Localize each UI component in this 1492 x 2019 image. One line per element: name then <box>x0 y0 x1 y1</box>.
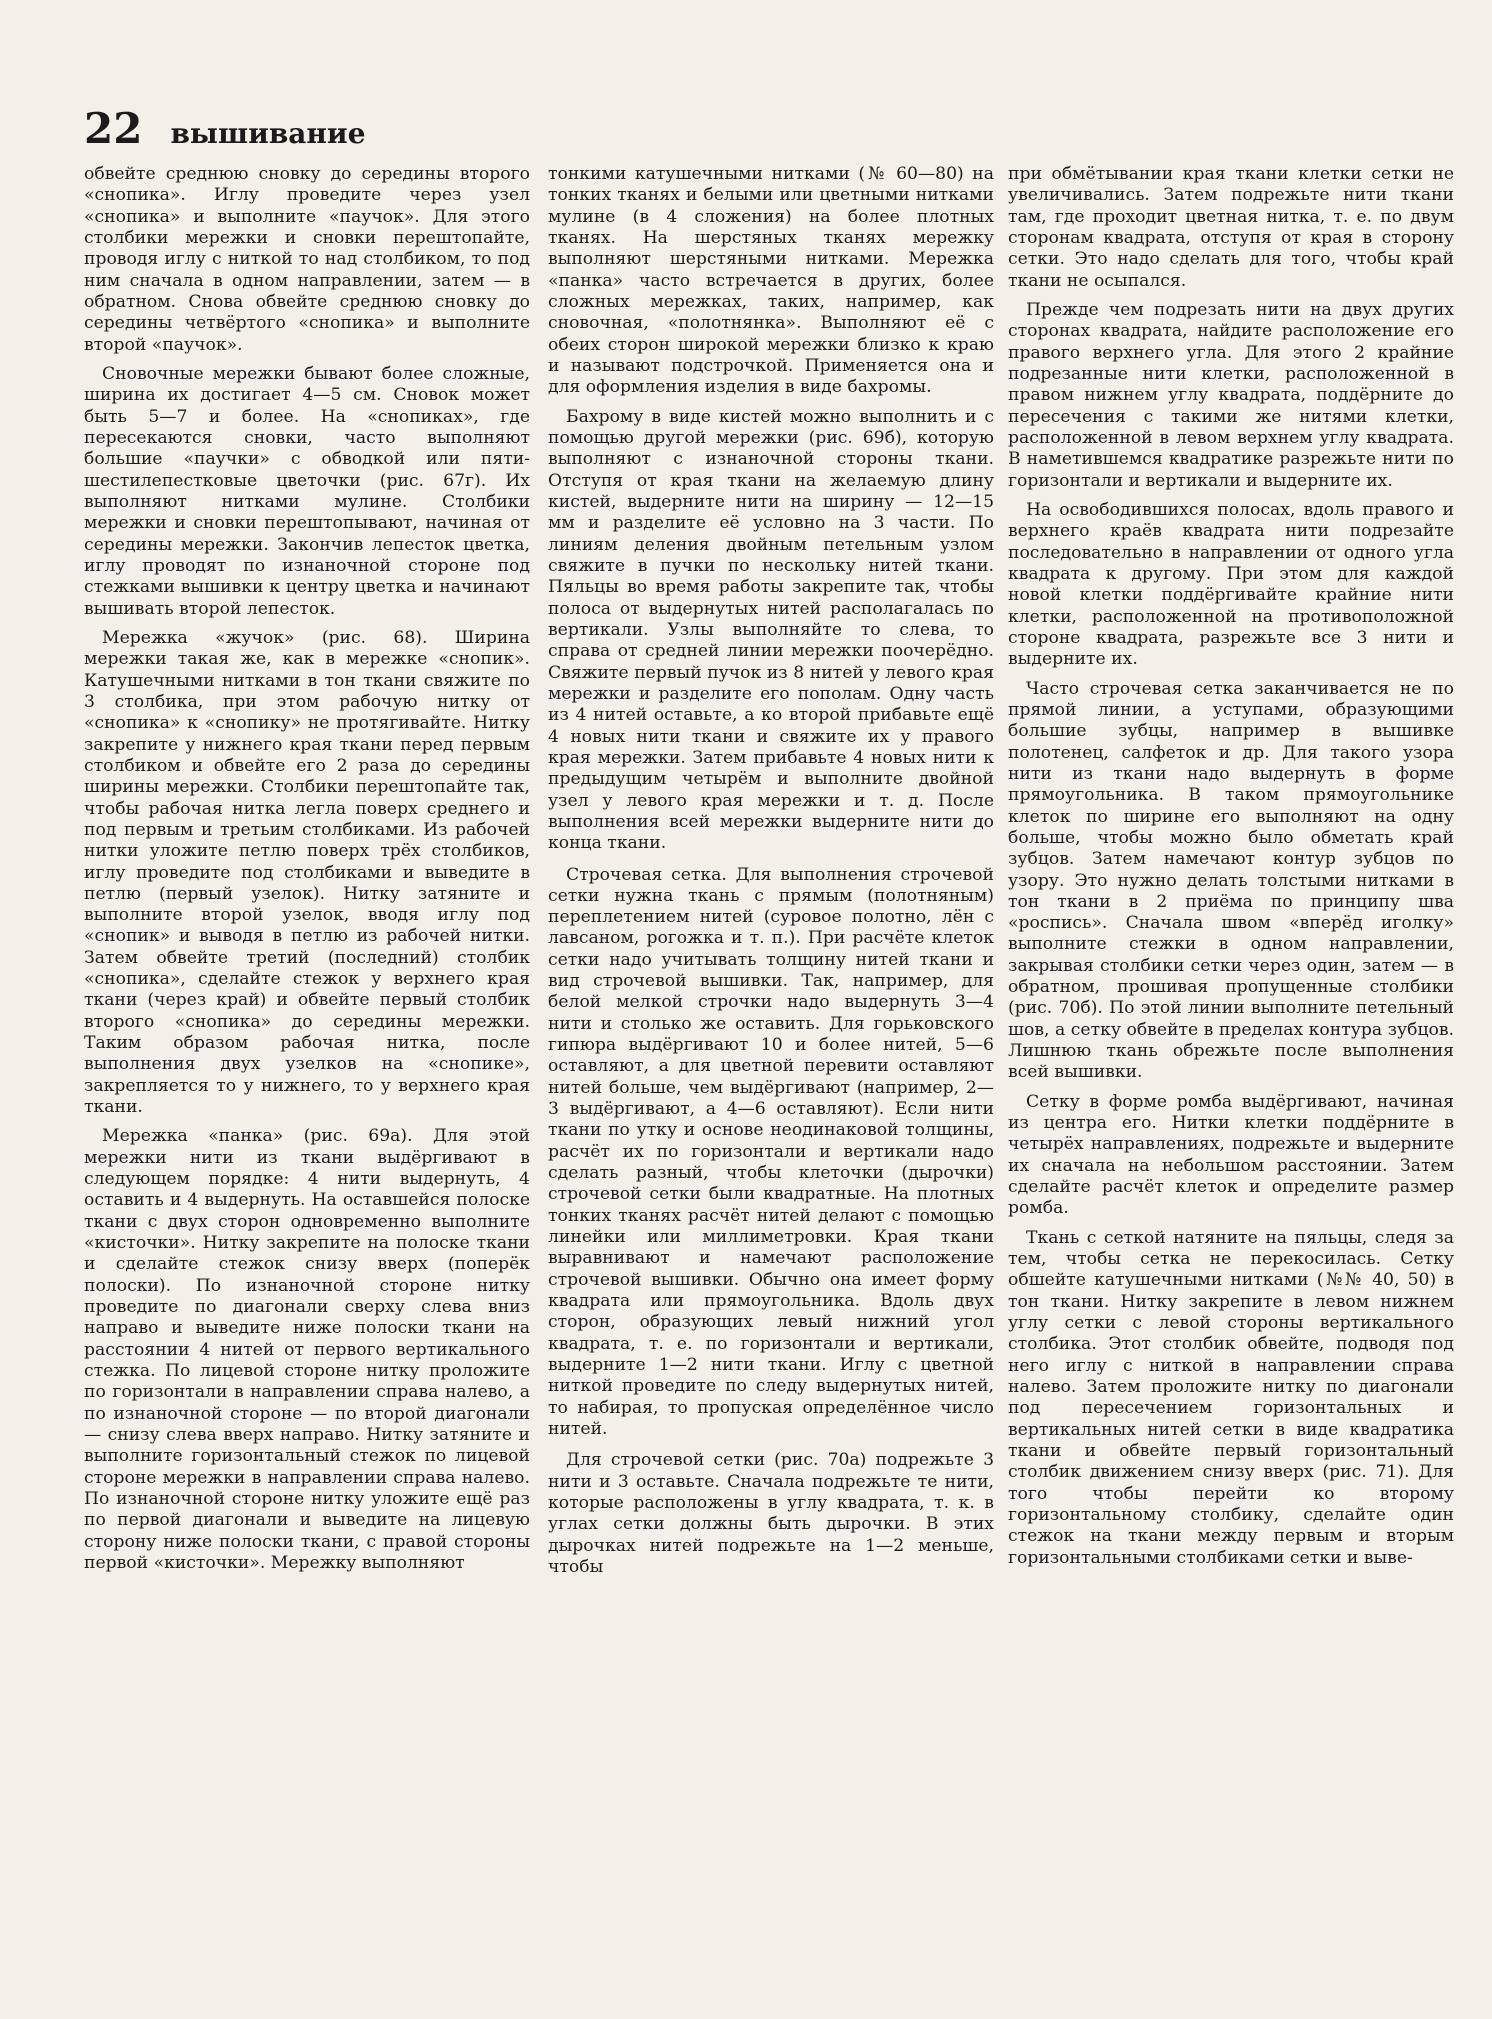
paragraph: обвейте среднюю сновку до середины второго «снопика». Иглу проведите через узел «снопика» и выполните «паучок». Для этого столбики мережки и сновки перештопайте, проводя иглу с ниткой то над столбиком, то под ним сначала в одном направлении, затем — в обратном. Снова обвейте среднюю сновку до середины четвёртого «снопика» и выполните второй «паучок». <box>84 164 530 355</box>
paragraph: Мережка «панка» (рис. 69а). Для этой мережки нити из ткани выдёргивают в следующем порядке: 4 нити выдернуть, 4 оставить и 4 выдернуть. На оставшейся полоске ткани с двух сторон одновременно выполните «кисточки». Нитку закрепите на полоске ткани и сделайте стежок снизу вверх (поперёк полоски). По изнаночной стороне нитку проведите по диагонали сверху слева вниз направо и выведите ниже полоски ткани на расстоянии 4 нитей от первого вертикального стежка. По лицевой стороне нитку проложите по горизонтали в направлении справа налево, а по изнаночной стороне — по второй диагонали — снизу слева вверх направо. Нитку затяните и выполните горизонтальный стежок по лицевой стороне мережки в направлении справа налево. По изнаночной стороне нитку уложите ещё раз по первой диагонали и выведите на лицевую сторону ниже полоски ткани, с правой стороны первой «кисточки». Мережку выполняют <box>84 1126 530 1573</box>
text-column-2 <box>548 164 994 1954</box>
paragraph-section-heading: Строчевая сетка. Для выполнения строчевой сетки нужна ткань с прямым (полотняным) переплетением нитей (суровое полотно, лён с лавсаном, рогожка и т. п.). При расчёте клеток сетки надо учитывать толщину нитей ткани и вид строчевой вышивки. Так, например, для белой мелкой строчки надо выдернуть 3—4 нити и столько же оставить. Для горьковского гипюра выдёргивают 10 и более нитей, 5—6 оставляют, а для цветной перевити оставляют нитей больше, чем выдёргивают (например, 2—3 выдёргивают, а 4—6 оставляют). Если нити ткани по утку и основе неодинаковой толщины, расчёт их по горизонтали и вертикали надо сделать разный, чтобы клеточки (дырочки) строчевой сетки были квадратные. На плотных тонких тканях расчёт нитей делают с помощью линейки или миллиметровки. Края ткани выравнивают и намечают расположение строчевой вышивки. Обычно она имеет форму квадрата или прямоугольника. Вдоль двух сторон, образующих левый нижний угол квадрата, т. е. по горизонтали и вертикали, выдерните 1—2 нити ткани. Иглу с цветной ниткой проведите по следу выдернутых нитей, то набирая, то пропуская определённое число нитей. <box>548 864 994 1440</box>
paragraph: Ткань с сеткой натяните на пяльцы, следя за тем, чтобы сетка не перекосилась. Сетку обшейте катушечными нитками (№№ 40, 50) в тон ткани. Нитку закрепите в левом нижнем углу сетки с левой стороны вертикального столбика. Этот столбик обвейте, подводя под него иглу с ниткой в направлении справа налево. Затем проложите нитку по диагонали под пересечением горизонтальных и вертикальных нитей сетки в виде квадратика ткани и обвейте первый горизонтальный столбик движением снизу вверх (рис. 71). Для того чтобы перейти ко второму горизонтальному столбику, сделайте один стежок на ткани между первым и вторым горизонтальными столбиками сетки и выве- <box>1008 1227 1454 1568</box>
text-column-3 <box>1008 164 1454 1954</box>
paragraph: тонкими катушечными нитками (№ 60—80) на тонких тканях и белыми или цветными нитками мулине (в 4 сложения) на более плотных тканях. На шерстяных тканях мережку выполняют шерстяными нитками. Мережка «панка» часто встречается в других, более сложных мережках, таких, например, как сновочная, «полотнянка». Выполняют её с обеих сторон широкой мережки близко к краю и называют подстрочкой. Применяется она и для оформления изделия в виде бахромы. <box>548 164 994 398</box>
paragraph: Сновочные мережки бывают более сложные, ширина их достигает 4—5 см. Сновок может быть 5—7 и более. На «снопиках», где пересекаются сновки, часто выполняют большие «паучки» с обводкой или пяти-шестилепестковые цветочки (рис. 67г). Их выполняют нитками мулине. Столбики мережки и сновки перештопывают, начиная от середины мережки. Закончив лепесток цветка, иглу проводят по изнаночной стороне под стежками вышивки к центру цветка и начинают вышивать второй лепесток. <box>84 363 530 619</box>
paragraph: Бахрому в виде кистей можно выполнить и с помощью другой мережки (рис. 69б), которую выполняют с изнаночной стороны ткани. Отступя от края ткани на желаемую длину кистей, выдерните нити на ширину — 12—15 мм и разделите её условно на 3 части. По линиям деления двойным петельным узлом свяжите в пучки по нескольку нитей ткани. Пяльцы во время работы закрепите так, чтобы полоса от выдернутых нитей располагалась по вертикали. Узлы выполняйте то слева, то справа от средней линии мережки поочерёдно. Свяжите первый пучок из 8 нитей у левого края мережки и разделите его пополам. Одну часть из 4 нитей оставьте, а ко второй прибавьте ещё 4 новых нити ткани и свяжите их у правого края мережки. Затем прибавьте 4 новых нити к предыдущим четырём и выполните двойной узел у левого края мережки и т. д. После выполнения всей мережки выдерните нити до конца ткани. <box>548 406 994 854</box>
section-title: вышивание <box>170 117 366 150</box>
page-header <box>84 104 366 153</box>
page-number: 22 <box>84 104 143 153</box>
paragraph: Прежде чем подрезать нити на двух других сторонах квадрата, найдите расположение его правого верхнего угла. Для этого 2 крайние подрезанные нити клетки, расположенной в правом нижнем углу квадрата, поддёрните до пересечения с такими же нитями клетки, расположенной в левом верхнем углу квадрата. В наметившемся квадратике разрежьте нити по горизонтали и вертикали и выдерните их. <box>1008 299 1454 491</box>
paragraph: Мережка «жучок» (рис. 68). Ширина мережки такая же, как в мережке «снопик». Катушечными нитками в тон ткани свяжите по 3 столбика, при этом рабочую нитку от «снопика» к «снопику» не протягивайте. Нитку закрепите у нижнего края ткани перед первым столбиком и обвейте его 2 раза до середины ширины мережки. Столбики перештопайте так, чтобы рабочая нитка легла поверх среднего и под первым и третьим столбиками. Из рабочей нитки уложите петлю поверх трёх столбиков, иглу проведите под столбиками и выведите в петлю (первый узелок). Нитку затяните и выполните второй узелок, вводя иглу под «снопик» и выводя в петлю из рабочей нитки. Затем обвейте третий (последний) столбик «снопика», сделайте стежок у верхнего края ткани (через край) и обвейте первый столбик второго «снопика» до середины мережки. Таким образом рабочая нитка, после выполнения двух узелков на «снопике», закрепляется то у нижнего, то у верхнего края ткани. <box>84 627 530 1118</box>
text-column-1 <box>84 164 530 1954</box>
paragraph: Часто строчевая сетка заканчивается не по прямой линии, а уступами, образующими большие зубцы, например в вышивке полотенец, салфеток и др. Для такого узора нити из ткани надо выдернуть в форме прямоугольника. В таком прямоугольнике клеток по ширине его выполняют на одну больше, чтобы можно было обметать край зубцов. Затем намечают контур зубцов по узору. Это нужно делать толстыми нитками в тон ткани в 2 приёма по принципу шва «роспись». Сначала швом «вперёд иголку» выполните стежки в одном направлении, закрывая столбики сетки через один, затем — в обратном, прошивая пропущенные столбики (рис. 70б). По этой линии выполните петельный шов, а сетку обвейте в пределах контура зубцов. Лишнюю ткань обрежьте после выполнения всей вышивки. <box>1008 678 1454 1083</box>
paragraph: На освободившихся полосах, вдоль правого и верхнего краёв квадрата нити подрезайте последовательно в направлении от одного угла квадрата к другому. При этом для каждой новой клетки поддёргивайте крайние нити клетки, расположенной на противоположной стороне квадрата, разрежьте все 3 нити и выдерните их. <box>1008 499 1454 670</box>
paragraph: при обмётывании края ткани клетки сетки не увеличивались. Затем подрежьте нити ткани там, где проходит цветная нитка, т. е. по двум сторонам квадрата, отступя от края в сторону сетки. Это надо сделать для того, чтобы край ткани не осыпался. <box>1008 164 1454 291</box>
paragraph: Для строчевой сетки (рис. 70а) подрежьте 3 нити и 3 оставьте. Сначала подрежьте те нити, которые расположены в углу квадрата, т. к. в углах сетки должны быть дырочки. В этих дырочках нитей подрежьте на 1—2 меньше, чтобы <box>548 1450 994 1577</box>
paragraph: Сетку в форме ромба выдёргивают, начиная из центра его. Нитки клетки поддёрните в четырёх направлениях, подрежьте и выдерните их сначала на небольшом расстоянии. Затем сделайте расчёт клеток и определите размер ромба. <box>1008 1091 1454 1219</box>
